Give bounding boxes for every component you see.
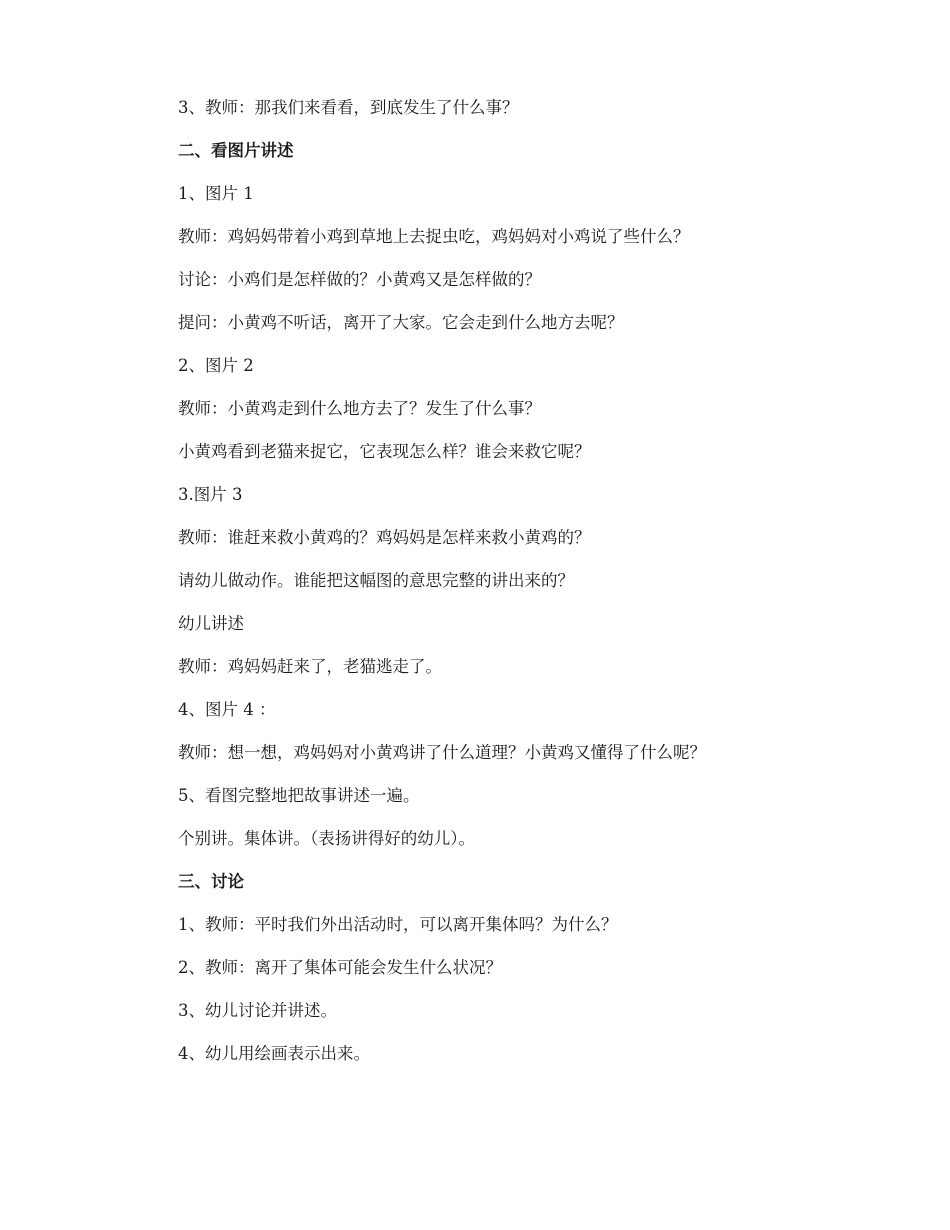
picture-2-cat-line: 小黄鸡看到老猫来捉它，它表现怎么样？谁会来救它呢？ — [178, 442, 591, 461]
picture-3-label: 3.图片 3 — [178, 485, 243, 504]
picture-1-discussion-line: 讨论：小鸡们是怎样做的？小黄鸡又是怎样做的？ — [178, 270, 541, 289]
step-5-retell-line: 5、看图完整地把故事讲述一遍。 — [178, 786, 420, 805]
picture-2-teacher-line: 教师：小黄鸡走到什么地方去了？发生了什么事？ — [178, 399, 541, 418]
section-heading-picture-narration: 二、看图片讲述 — [178, 141, 294, 160]
picture-3-teacher-line: 教师：谁赶来救小黄鸡的？鸡妈妈是怎样来救小黄鸡的？ — [178, 528, 591, 547]
picture-3-teacher-summary: 教师：鸡妈妈赶来了，老猫逃走了。 — [178, 657, 442, 676]
discussion-item-1: 1、教师：平时我们外出活动时，可以离开集体吗？为什么？ — [178, 915, 618, 934]
picture-3-children-narrate: 幼儿讲述 — [178, 614, 244, 633]
picture-1-label: 1、图片 1 — [178, 184, 254, 203]
picture-4-teacher-line: 教师：想一想，鸡妈妈对小黄鸡讲了什么道理？小黄鸡又懂得了什么呢？ — [178, 743, 706, 762]
picture-4-label: 4、图片 4 ： — [178, 700, 276, 719]
picture-2-label: 2、图片 2 — [178, 356, 254, 375]
picture-1-question-line: 提问：小黄鸡不听话，离开了大家。它会走到什么地方去呢？ — [178, 313, 624, 332]
paragraph-3-teacher-what-happened: 3、教师：那我们来看看，到底发生了什么事？ — [178, 98, 519, 117]
section-heading-discussion: 三、讨论 — [178, 872, 244, 891]
discussion-item-2: 2、教师：离开了集体可能会发生什么状况？ — [178, 958, 502, 977]
picture-1-teacher-line: 教师：鸡妈妈带着小鸡到草地上去捉虫吃，鸡妈妈对小鸡说了些什么？ — [178, 227, 690, 246]
discussion-item-4: 4、幼儿用绘画表示出来。 — [178, 1044, 370, 1063]
picture-3-action-line: 请幼儿做动作。谁能把这幅图的意思完整的讲出来的？ — [178, 571, 574, 590]
step-5-group-line: 个别讲。集体讲。（表扬讲得好的幼儿）。 — [178, 829, 475, 848]
discussion-item-3: 3、幼儿讨论并讲述。 — [178, 1001, 337, 1020]
